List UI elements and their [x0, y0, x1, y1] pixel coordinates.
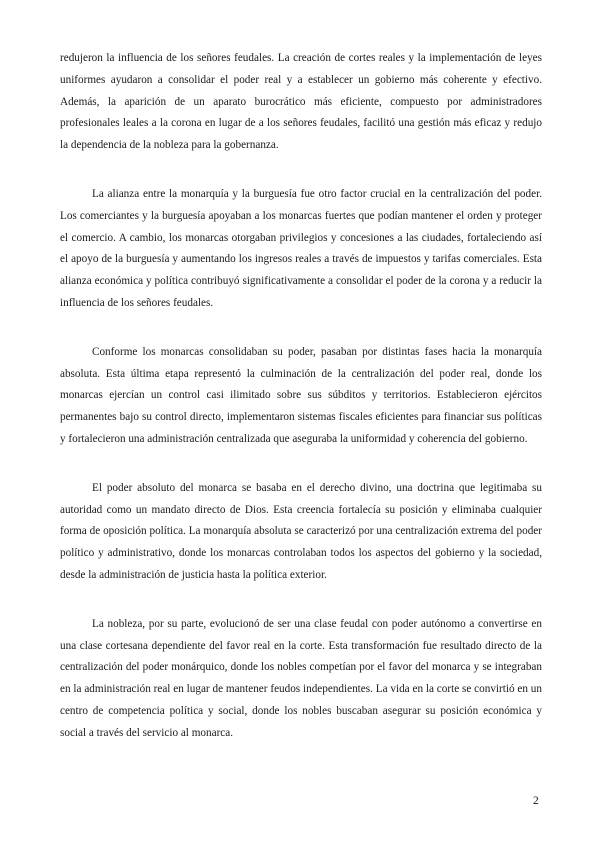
paragraph-continuation: redujeron la influencia de los señores feudales. La creación de cortes reales y la implementación de leyes uniformes ayudaron a consolidar el poder real y a establecer un gobierno más coherente y efectivo. Además, la aparición de un aparato burocrático más eficiente, compuesto por administradores profesionales leales a la corona en lugar de a los señores feudales, facilitó una gestión más eficaz y redujo la dependencia de la nobleza para la gobernanza. [60, 52, 542, 152]
paragraph-absolute-monarchy: Conforme los monarcas consolidaban su poder, pasaban por distintas fases hacia la monarquía absoluta. Esta última etapa representó la culminación de la centralización del poder real, donde los monarcas ejercían un control casi ilimitado sobre sus súbditos y territorios. Establecieron ejércitos permanentes bajo su control directo, implementaron sistemas fiscales eficientes para financiar sus políticas y fortalecieron una administración centralizada que aseguraba la uniformidad y coherencia del gobierno. [60, 345, 542, 445]
paragraph-nobility: La nobleza, por su parte, evolucionó de ser una clase feudal con poder autónomo a convertirse en una clase cortesana dependiente del favor real en la corte. Esta transformación fue resultado directo de la centralización del poder monárquico, donde los nobles competían por el favor del monarca y se integraban en la administración real en lugar de mantener feudos independientes. La vida en la corte se convirtió en un centro de competencia política y social, donde los nobles buscaban asegurar su posición económica y social a través del servicio al monarca. [60, 617, 542, 739]
paragraph-alliance-bourgeoisie: La alianza entre la monarquía y la burguesía fue otro factor crucial en la centralización del poder. Los comerciantes y la burguesía apoyaban a los monarcas fuertes que podían mantener el orden y proteger el comercio. A cambio, los monarcas otorgaban privilegios y concesiones a las ciudades, fortaleciendo así el apoyo de la burguesía y aumentando los ingresos reales a través de impuestos y tarifas comerciales. Esta alianza económica y política contribuyó significativamente a consolidar el poder de la corona y a reducir la influencia de los señores feudales. [60, 187, 542, 309]
document-body [60, 48, 542, 772]
page-number: 2 [533, 795, 539, 807]
paragraph-divine-right: El poder absoluto del monarca se basaba en el derecho divino, una doctrina que legitimaba su autoridad como un mandato directo de Dios. Esta creencia fortalecía su posición y eliminaba cualquier forma de oposición política. La monarquía absoluta se caracterizó por una centralización extrema del poder político y administrativo, donde los monarcas controlaban todos los aspectos del gobierno y la sociedad, desde la administración de justicia hasta la política exterior. [60, 481, 542, 581]
